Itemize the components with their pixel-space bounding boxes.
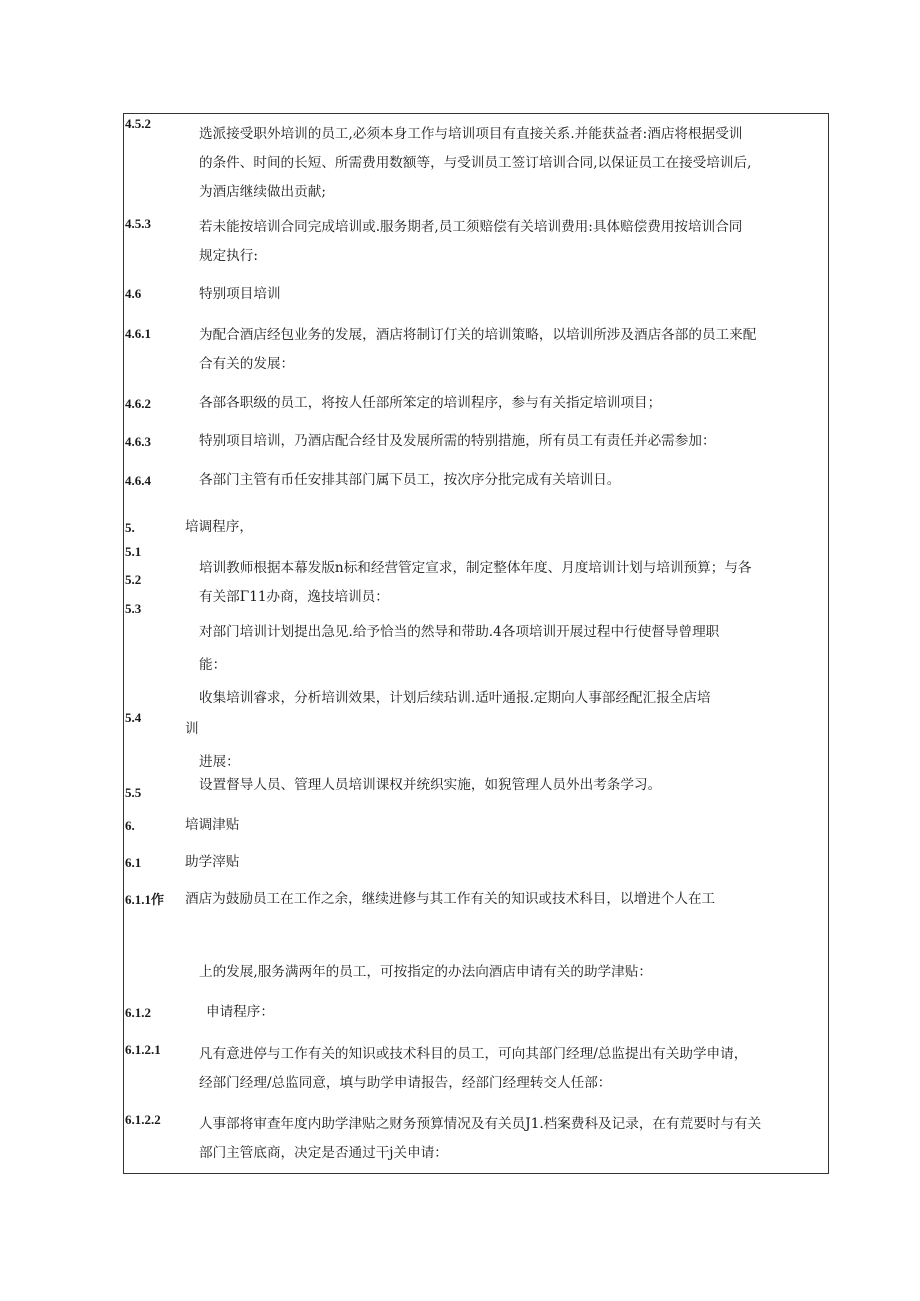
item-text-line: 申请程序： bbox=[206, 1004, 274, 1020]
item-text-line: 的条件、时间的长短、所需费用数额等，与受训员工签订培训合同,以保证员工在接受培训后, bbox=[199, 155, 752, 171]
item-text-line: 为配合酒店经包业务的发展，酒店将制订仃关的培训策略，以培训所涉及酒店各部的员工来配 bbox=[199, 327, 757, 343]
item-number: 6.1.2 bbox=[125, 1005, 151, 1020]
item-number: 4.5.3 bbox=[125, 216, 151, 231]
item-number: 4.5.2 bbox=[125, 116, 151, 131]
item-text-line: 经部门经理/总监同意，填与助学申请报告，经部门经理转交人任部： bbox=[199, 1075, 612, 1091]
item-text-line: 凡有意进停与工作有关的知识或技术科目的员工，可向其部门经理/总监提出有关助学申请， bbox=[199, 1046, 748, 1062]
item-text-line: 培训教师根据本幕发版n标和经营管定宣求，制定整体年度、月度培训计划与培训预算；与各 bbox=[199, 560, 752, 576]
item-text-line: 各部各职级的员工，将按人任部所笨定的培训程序，参与有关指定培训项目； bbox=[199, 395, 662, 411]
section-title: 培调程序， bbox=[185, 519, 253, 535]
item-text-line: 能： bbox=[199, 657, 227, 673]
item-text-line: 若未能按培训合同完成培训或.服务期者,员工须赔偿有关培训费用:具体赔偿费用按培训合同 bbox=[199, 219, 743, 235]
item-text-line: 特别项目培训 bbox=[199, 286, 281, 302]
item-text-line: 设置督导人员、管理人员培训课权并统织实施，如猊管理人员外出考条学习。 bbox=[199, 777, 662, 793]
item-number: 4.6.4 bbox=[125, 473, 151, 488]
item-number: 5.5 bbox=[125, 785, 142, 800]
item-text-line: 进展： bbox=[199, 754, 240, 770]
item-text-line: 对部门培训计划提出急见.给予恰当的然导和带助.4各项培训开展过程中行使督导曾理职 bbox=[199, 624, 720, 640]
item-text-line: 特别项目培训，乃酒店配合经甘及发展所需的特别措施，所有员工有责任并必需参加： bbox=[199, 433, 716, 449]
item-number: 4.6.3 bbox=[125, 434, 151, 449]
section-number: 6. bbox=[125, 818, 135, 833]
item-text-line: 规定执行: bbox=[199, 248, 258, 264]
section-number: 5. bbox=[125, 520, 135, 535]
item-number: 5.4 bbox=[125, 710, 142, 725]
item-number: 5.2 bbox=[125, 572, 142, 587]
item-text-line: 酒店为鼓励员工在工作之余，继续进修与其工作有关的知识或技术科目，以增进个人在工 bbox=[185, 891, 716, 907]
item-text-line: 有关部Γ11办商，逸技培训员： bbox=[199, 589, 389, 605]
item-text-line: 人事部将审查年度内助学津贴之财务预算情况及有关员J1.档案费科及记录，在有荒要时与有关 bbox=[199, 1116, 762, 1132]
item-number: 6.1.1作 bbox=[125, 892, 165, 907]
item-number: 4.6.1 bbox=[125, 326, 151, 341]
item-text-line: 选派接受职外培训的员工,必须本身工作与培训项目有直接关系.并能获益者:酒店将根据受训 bbox=[199, 126, 743, 142]
item-text-line: 为酒店继续做出贡献; bbox=[199, 184, 326, 200]
section-title: 培调津贴 bbox=[185, 817, 240, 833]
item-number: 6.1 bbox=[125, 855, 142, 870]
item-text-line: 上的发展,服务满两年的员工，可按指定的办法向酒店申请有关的助学津贴： bbox=[199, 964, 652, 980]
item-number: 4.6.2 bbox=[125, 396, 151, 411]
item-number: 6.1.2.2 bbox=[125, 1112, 161, 1127]
item-text-line: 部门主管底商，决定是否通过干j关申请： bbox=[199, 1145, 448, 1161]
item-number: 4.6 bbox=[125, 286, 142, 301]
item-text-line: 各部门主管有币任安排其部门属下员工，按次序分批完成有关培训日。 bbox=[199, 472, 621, 488]
item-text-line: 合有关的发展： bbox=[199, 356, 295, 372]
item-text-line: 助学滓贴 bbox=[185, 854, 240, 870]
item-text-line: 收集培训睿求，分析培训效果，计划后续玷训.适叶通报.定期向人事部经配汇报全店培 bbox=[199, 690, 711, 706]
item-number: 5.1 bbox=[125, 544, 142, 559]
item-text-line: 训 bbox=[185, 721, 199, 737]
item-number: 6.1.2.1 bbox=[125, 1042, 161, 1057]
item-number: 5.3 bbox=[125, 601, 142, 616]
